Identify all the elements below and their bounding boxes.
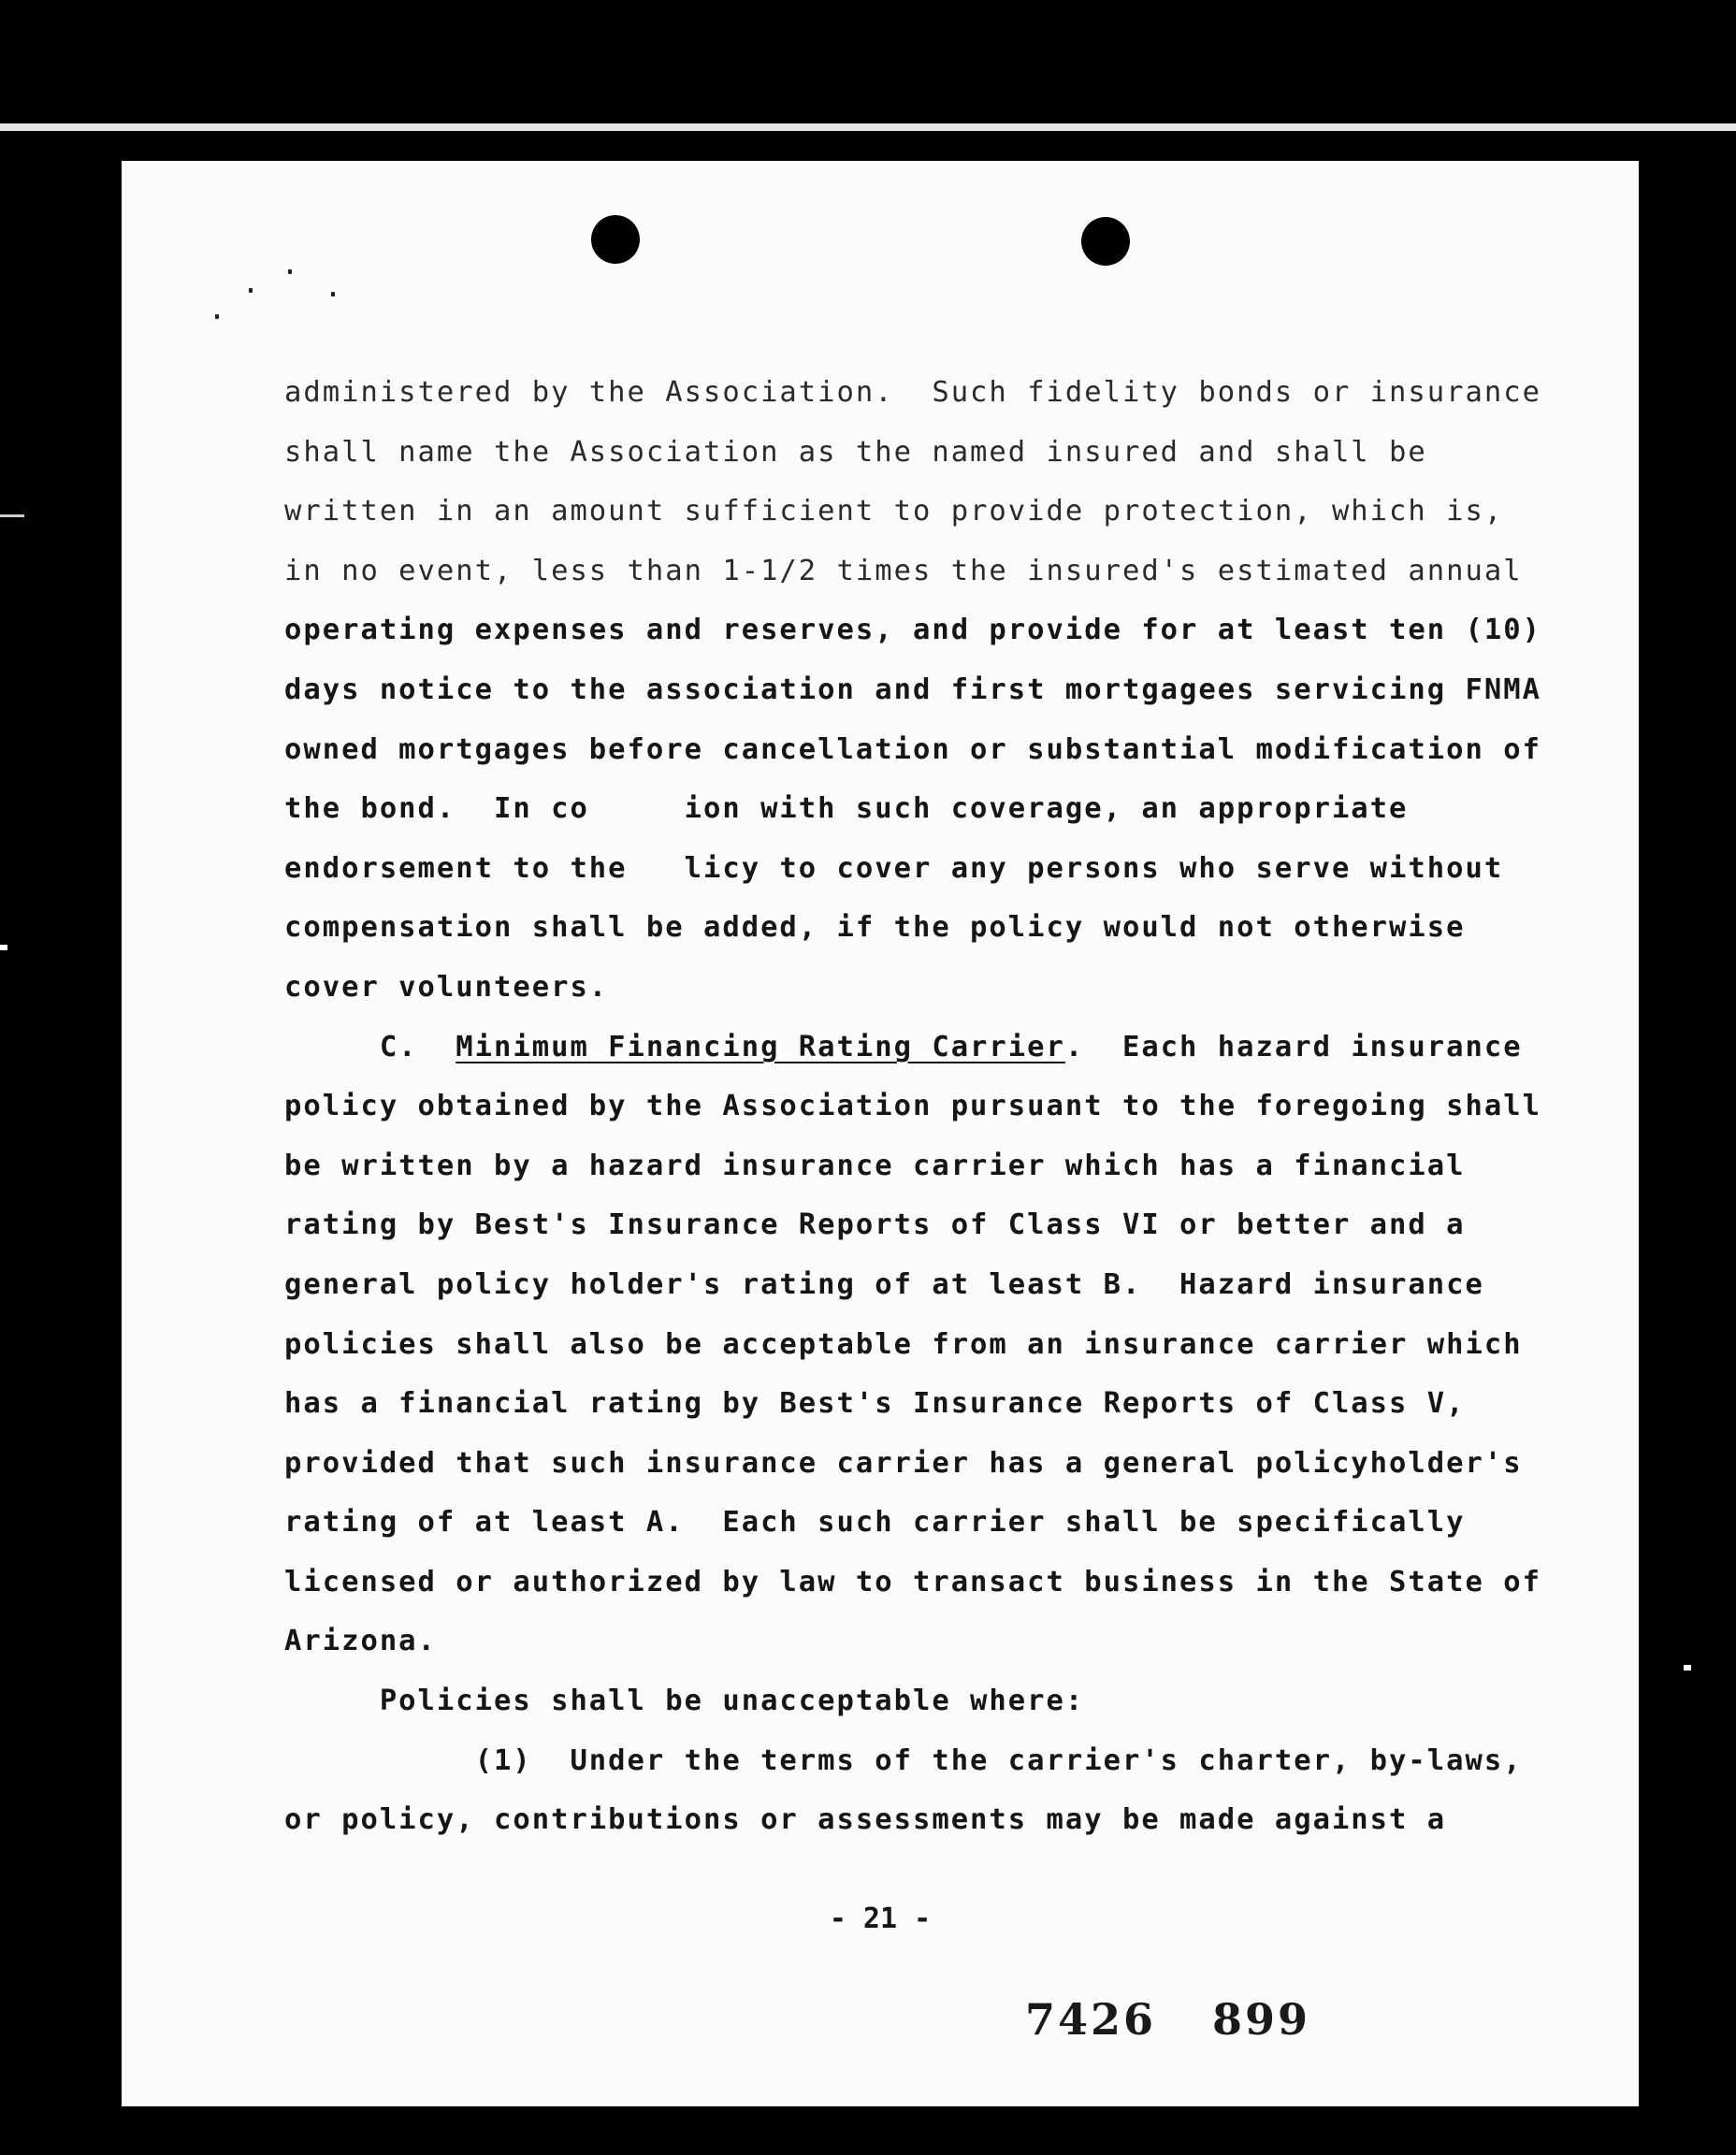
section-c-heading-line — [284, 1018, 1613, 1078]
scan-top-border — [0, 0, 1736, 120]
policies-intro: Policies shall be unacceptable where: — [284, 1685, 1085, 1718]
scan-edge-mark — [1684, 1665, 1691, 1670]
section-c-line: Arizona. — [284, 1625, 437, 1658]
section-c-line: rating of at least A. Each such carrier shall be specifically — [284, 1506, 1466, 1540]
section-c-heading-tail: . Each hazard insurance — [1064, 1030, 1523, 1063]
document-body — [284, 363, 1613, 1850]
body-line: owned mortgages before cancellation or substantial modification of — [284, 732, 1541, 766]
scan-edge-mark — [0, 945, 7, 950]
scan-speck — [331, 292, 335, 296]
section-c-line: has a financial rating by Best's Insurance Reports of Class V, — [284, 1387, 1466, 1421]
section-c-line: general policy holder's rating of at least B. Hazard insurance — [284, 1267, 1484, 1301]
scan-edge-mark — [0, 514, 24, 517]
item-1-line: or policy, contributions or assessments may be made against a — [284, 1803, 1447, 1837]
body-line: operating expenses and reserves, and provide for at least ten (10) — [284, 614, 1541, 647]
section-c-line: be written by a hazard insurance carrier which has a financial — [284, 1149, 1466, 1182]
scan-speck — [249, 288, 253, 293]
body-line: compensation shall be added, if the policy would not otherwise — [284, 911, 1466, 945]
body-line: in no event, less than 1-1/2 times the insured's estimated annual — [284, 554, 1523, 587]
page-number: - 21 - — [829, 1902, 932, 1935]
body-line: administered by the Association. Such fidelity bonds or insurance — [284, 376, 1541, 409]
scan-top-rule — [0, 123, 1736, 131]
section-c-line: provided that such insurance carrier has a general policyholder's — [284, 1446, 1523, 1480]
body-line: the bond. In co ion with such coverage, an appropriate — [284, 792, 1409, 826]
section-c-line: licensed or authorized by law to transact business in the State of — [284, 1565, 1541, 1598]
section-c-line: policies shall also be acceptable from an insurance carrier which — [284, 1327, 1523, 1361]
section-c-prefix: C. — [284, 1030, 456, 1063]
document-page — [122, 161, 1639, 2106]
body-line: days notice to the association and first mortgagees servicing FNMA — [284, 673, 1541, 706]
punch-hole-right — [1081, 217, 1130, 266]
scan-speck — [215, 314, 219, 319]
section-c-heading: Minimum Financing Rating Carrier — [456, 1030, 1065, 1063]
scan-speck — [288, 269, 292, 274]
document-stamp-number: 899 — [1212, 1994, 1311, 2045]
body-line: endorsement to the licy to cover any persons who serve without — [284, 851, 1504, 885]
body-line: written in an amount sufficient to provide protection, which is, — [284, 495, 1504, 528]
body-line: shall name the Association as the named insured and shall be — [284, 435, 1427, 469]
section-c-line: policy obtained by the Association pursuant to the foregoing shall — [284, 1090, 1541, 1123]
section-c-line: rating by Best's Insurance Reports of Class VI or better and a — [284, 1208, 1466, 1242]
punch-hole-left — [591, 215, 640, 264]
item-1-line: (1) Under the terms of the carrier's charter, by-laws, — [284, 1743, 1523, 1777]
document-stamp-number: 7426 — [1025, 1994, 1157, 2045]
body-line: cover volunteers. — [284, 970, 609, 1004]
